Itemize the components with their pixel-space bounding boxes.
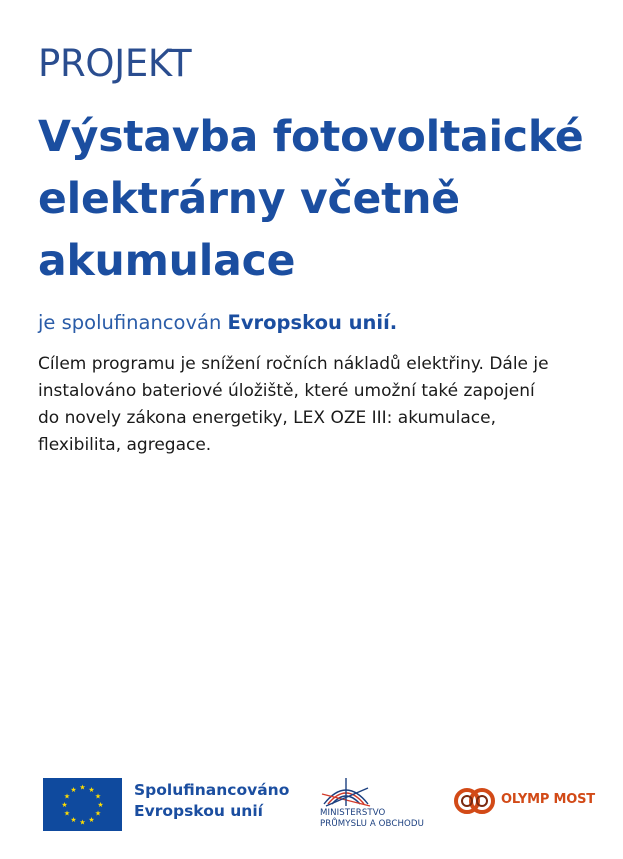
eu-flag-icon <box>43 778 122 831</box>
eu-label-line: Spolufinancováno <box>134 781 290 799</box>
ministry-name-line: MINISTERSTVO <box>320 808 386 818</box>
description-line: flexibilita, agregace. <box>38 435 212 455</box>
funding-logos-footer <box>0 770 623 840</box>
eu-stars-ring-icon <box>43 778 122 831</box>
svg-text:★: ★ <box>70 786 77 794</box>
project-kicker: PROJEKT <box>38 42 192 85</box>
svg-text:★: ★ <box>94 792 102 801</box>
project-description <box>38 351 578 459</box>
svg-text:★: ★ <box>63 809 71 818</box>
cofinancing-emphasis: Evropskou unií. <box>227 311 398 334</box>
project-title-line: akumulace <box>38 237 296 286</box>
svg-text:★: ★ <box>70 816 77 824</box>
cofinancing-prefix: je spolufinancován <box>38 311 228 334</box>
svg-text:★: ★ <box>79 783 86 792</box>
company-name: OLYMP MOST <box>501 792 595 807</box>
project-title-line: elektrárny včetně <box>38 175 460 224</box>
description-line: do novely zákona energetiky, LEX OZE III: akumulace, <box>38 408 496 428</box>
description-line: Cílem programu je snížení ročních nákladů elektřiny. Dále je <box>38 354 549 374</box>
svg-text:★: ★ <box>79 818 86 827</box>
ministry-name <box>320 808 424 830</box>
svg-text:★: ★ <box>88 786 95 794</box>
svg-text:★: ★ <box>63 792 71 801</box>
svg-text:★: ★ <box>97 801 104 809</box>
eu-cofinanced-label <box>134 780 289 822</box>
ministry-name-line: PRŮMYSLU A OBCHODU <box>320 819 424 829</box>
ministry-emblem-icon <box>318 774 378 810</box>
project-title <box>38 107 618 293</box>
project-title-line: Výstavba fotovoltaické <box>38 113 584 162</box>
olymp-emblem-icon <box>452 786 498 816</box>
svg-text:★: ★ <box>61 801 68 809</box>
cofinancing-statement <box>38 309 397 337</box>
svg-text:★: ★ <box>94 809 102 818</box>
eu-label-line: Evropskou unií <box>134 802 263 820</box>
description-line: instalováno bateriové úložiště, které umožní také zapojení <box>38 381 535 401</box>
svg-text:★: ★ <box>88 816 95 824</box>
